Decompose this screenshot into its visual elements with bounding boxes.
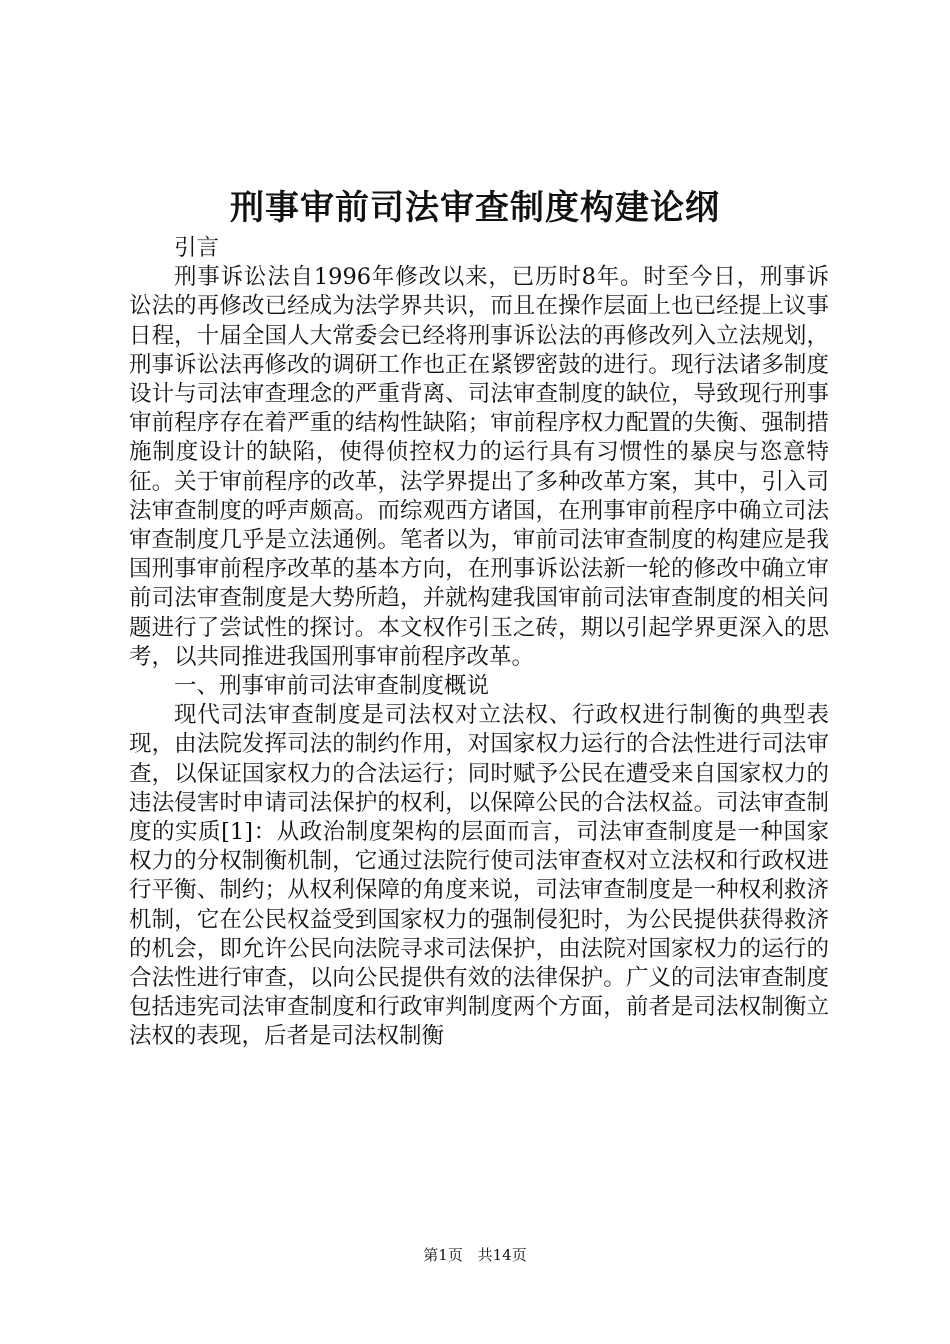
document-body: [129, 234, 829, 1052]
page-number: 第1页: [423, 1246, 463, 1264]
document-title: 刑事审前司法审查制度构建论纲: [230, 188, 720, 228]
section-heading-1: 一、刑事审前司法审查制度概说: [174, 673, 490, 700]
page-total: 共14页: [477, 1246, 527, 1264]
paragraph-section-1-text: 现代司法审查制度是司法权对立法权、行政权进行制衡的典型表现，由法院发挥司法的制约作用，对国家权力运行的合法性进行司法审查，以保证国家权力的合法运行；同时赋予公民在遭受来自国家权力的违法侵害时申请司法保护的权利，以保障公民的合法权益。司法审查制度的实质[1]：从政治制度架构的层面而言，司法审查制度是一种国家权力的分权制衡机制，它通过法院行使司法审查权对立法权和行政权进行平衡、制约；从权利保障的角度来说，司法审查制度是一种权利救济机制，它在公民权益受到国家权力的强制侵犯时，为公民提供获得救济的机会，即允许公民向法院寻求司法保护，由法院对国家权力的运行的合法性进行审查，以向公民提供有效的法律保护。广义的司法审查制度包括违宪司法审查制度和行政审判制度两个方面，前者是司法权制衡立法权的表现，后者是司法权制衡: [129, 702, 829, 1050]
paragraph-intro-heading: 引言: [174, 235, 220, 261]
page-footer: [0, 1244, 950, 1266]
paragraph-intro-text: 刑事诉讼法自1996年修改以来，已历时8年。时至今日，刑事诉讼法的再修改已经成为法学界共识，而且在操作层面上也已经提上议事日程，十届全国人大常委会已经将刑事诉讼法的再修改列入立法规划，刑事诉讼法再修改的调研工作也正在紧锣密鼓的进行。现行法诸多制度设计与司法审查理念的严重背离、司法审查制度的缺位，导致现行刑事审前程序存在着严重的结构性缺陷；审前程序权力配置的失衡、强制措施制度设计的缺陷，使得侦控权力的运行具有习惯性的暴戾与恣意特征。关于审前程序的改革，法学界提出了多种改革方案，其中，引入司法审查制度的呼声颇高。而综观西方诸国，在刑事审前程序中确立司法审查制度几乎是立法通例。笔者以为，审前司法审查制度的构建应是我国刑事审前程序改革的基本方向，在刑事诉讼法新一轮的修改中确立审前司法审查制度是大势所趋，并就构建我国审前司法审查制度的相关问题进行了尝试性的探讨。本文权作引玉之砖，期以引起学界更深入的思考，以共同推进我国刑事审前程序改革。: [129, 264, 829, 670]
